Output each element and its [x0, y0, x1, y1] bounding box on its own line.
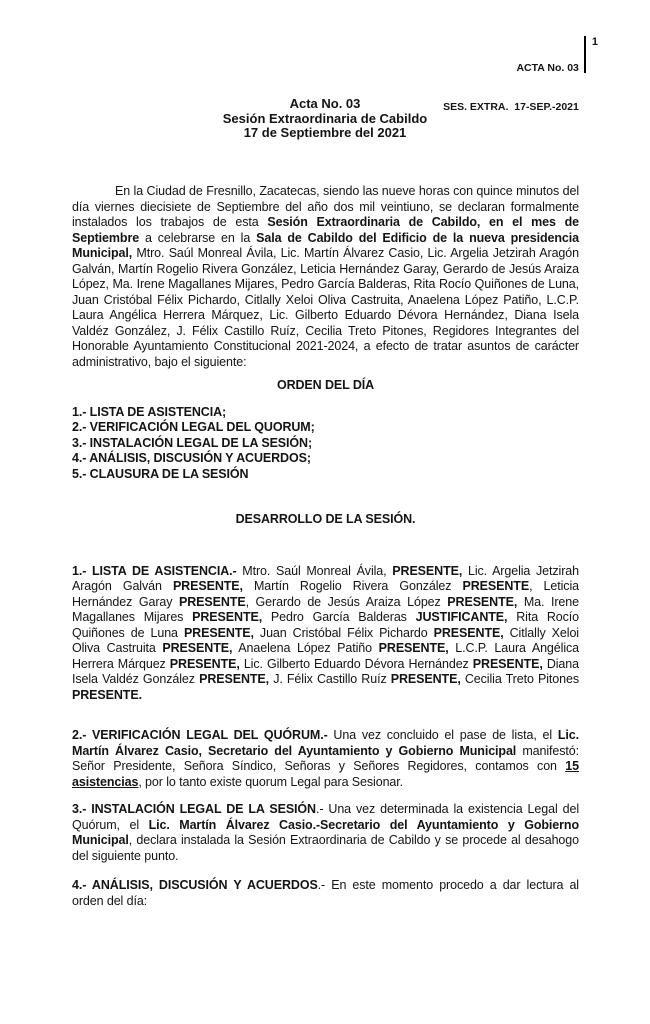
title-date-line: 17 de Septiembre del 2021: [243, 125, 407, 140]
text-segment: , por lo tanto existe quorum Legal para Sesionar.: [138, 774, 404, 789]
text-segment: Martín Rogelio Rivera González: [242, 579, 463, 593]
text-segment: PRESENTE,: [472, 656, 543, 671]
text-segment: Lic. Argelia Jetzirah Aragón Galván: [72, 563, 579, 593]
text-segment: manifestó: Señor Presidente, Señora Síndico, Señoras y Señores Regidores, contamos con: [72, 743, 579, 773]
text-segment: PRESENTE: [179, 594, 246, 609]
page-number: 1: [591, 36, 598, 48]
orden-item-4: 4.- ANÁLISIS, DISCUSIÓN Y ACUERDOS;: [72, 451, 311, 465]
text-segment: PRESENTE,: [378, 641, 449, 655]
acta-number-label: ACTA No. 03: [516, 62, 579, 74]
text-segment: PRESENTE,: [199, 672, 270, 686]
text-segment: 4.- ANÁLISIS, DISCUSIÓN Y ACUERDOS: [72, 878, 318, 892]
intro-paragraph: [72, 184, 579, 370]
text-segment: PRESENTE.: [72, 687, 142, 702]
section-analisis-acuerdos: [72, 878, 579, 909]
section-verificacion-quorum: [72, 728, 579, 790]
text-segment: PRESENTE,: [390, 672, 461, 686]
text-segment: 15 asistencias: [72, 759, 579, 789]
text-segment: Pedro García Balderas: [262, 610, 416, 624]
text-segment: Sala de Cabildo del Edificio de la nueva presidencia Municipal,: [72, 230, 579, 260]
text-segment: PRESENTE,: [172, 579, 243, 593]
section-instalacion-legal: [72, 802, 579, 864]
title-acta-line: Acta No. 03: [289, 96, 361, 111]
text-segment: L.C.P. Laura Angélica Herrera Márquez: [72, 641, 579, 671]
section-lista-asistencia: [72, 564, 579, 704]
text-segment: PRESENTE,: [392, 563, 463, 578]
text-segment: , Leticia Hernández Garay: [72, 579, 579, 609]
header-divider: [584, 36, 586, 73]
text-segment: , Gerardo de Jesús Araiza López: [245, 594, 448, 609]
orden-item-3: 3.- INSTALACIÓN LEGAL DE LA SESIÓN;: [72, 435, 313, 450]
text-segment: Lic. Gilberto Eduardo Dévora Hernández: [239, 656, 473, 671]
text-segment: 2.- VERIFICACIÓN LEGAL DEL QUÓRUM.-: [72, 728, 328, 742]
orden-del-dia-heading: ORDEN DEL DÍA: [276, 378, 375, 392]
orden-item-2: 2.- VERIFICACIÓN LEGAL DEL QUORUM;: [72, 420, 315, 434]
text-segment: 1.- LISTA DE ASISTENCIA.-: [72, 563, 237, 578]
text-segment: 3.- INSTALACIÓN LEGAL DE LA SESIÓN: [72, 802, 316, 816]
text-segment: Una vez concluido el pase de lista, el: [327, 728, 558, 742]
title-session-line: Sesión Extraordinaria de Cabildo: [222, 110, 428, 126]
text-segment: .- En este momento procedo a dar lectura al orden del día:: [72, 878, 579, 908]
orden-del-dia-list: [72, 405, 579, 483]
text-segment: J. Félix Castillo Ruíz: [269, 672, 391, 686]
text-segment: Ma. Irene Magallanes Mijares: [72, 594, 579, 624]
text-segment: En la Ciudad de Fresnillo, Zacatecas, siendo las nueve horas con quince minutos del día viernes diecisiete de Septiembre del año dos mil veintiuno, se declaran formalmente instalados los trabajos de esta: [72, 184, 579, 229]
text-segment: PRESENTE,: [162, 641, 233, 655]
text-segment: a celebrarse en la: [139, 230, 257, 245]
text-segment: Diana Isela Valdéz González: [72, 656, 579, 686]
text-segment: PRESENTE,: [447, 594, 518, 609]
session-date-label: SES. EXTRA. 17-SEP.-2021: [443, 101, 579, 113]
text-segment: , declara instalada la Sesión Extraordinaria de Cabildo y se procede al desahogo del siguiente punto.: [72, 833, 579, 863]
text-segment: Rita Rocío Quiñones de Luna: [72, 610, 580, 640]
text-segment: Lic. Martín Álvarez Casio, Secretario del Ayuntamiento y Gobierno Municipal: [72, 728, 579, 758]
document-body: [72, 184, 579, 909]
text-segment: .- Una vez determinada la existencia Legal del Quórum, el: [72, 802, 579, 832]
text-segment: Mtro. Saúl Monreal Ávila,: [236, 563, 393, 578]
text-segment: PRESENTE,: [169, 656, 240, 671]
text-segment: Mtro. Saúl Monreal Ávila, Lic. Martín Álvarez Casio, Lic. Argelia Jetzirah Aragón Galván, Martín Rogelio Rivera González, Leticia Hernández Garay, Gerardo de Jesús Araiza López, Ma. Irene Magallanes Mijares, Pedro García Balderas, Rita Rocío Quiñones de Luna, Juan Cristóbal Félix Pichardo, Citlally Xeloi Oliva Castruita, Anaelena López Patiño, L.C.P. Laura Angélica Herrera Márquez, Lic. Gilberto Eduardo Dévora Hernández, Diana Isela Valdéz González, J. Félix Castillo Ruíz, Cecilia Treto Pitones, Regidores Integrantes del Honorable Ayuntamiento Constitucional 2021-2024, a efecto de tratar asuntos de carácter administrativo, bajo el siguiente:: [72, 246, 579, 369]
text-segment: JUSTIFICANTE,: [415, 610, 508, 624]
text-segment: Lic. Martín Álvarez Casio.-Secretario del Ayuntamiento y Gobierno Municipal: [72, 817, 579, 847]
text-segment: PRESENTE,: [183, 625, 254, 640]
text-segment: Citlally Xeloi Oliva Castruita: [72, 625, 579, 655]
text-segment: Cecilia Treto Pitones: [460, 672, 579, 686]
orden-item-5: 5.- CLAUSURA DE LA SESIÓN: [72, 466, 249, 481]
text-segment: PRESENTE,: [433, 625, 504, 640]
text-segment: PRESENTE: [462, 579, 530, 593]
text-segment: PRESENTE,: [192, 610, 263, 624]
orden-item-1: 1.- LISTA DE ASISTENCIA;: [72, 404, 227, 419]
text-segment: Anaelena López Patiño: [232, 641, 379, 655]
text-segment: Juan Cristóbal Félix Pichardo: [253, 625, 434, 640]
desarrollo-heading: DESARROLLO DE LA SESIÓN.: [235, 512, 416, 526]
text-segment: Sesión Extraordinaria de Cabildo, en el mes de Septiembre: [72, 215, 579, 245]
document-title: [0, 97, 650, 141]
